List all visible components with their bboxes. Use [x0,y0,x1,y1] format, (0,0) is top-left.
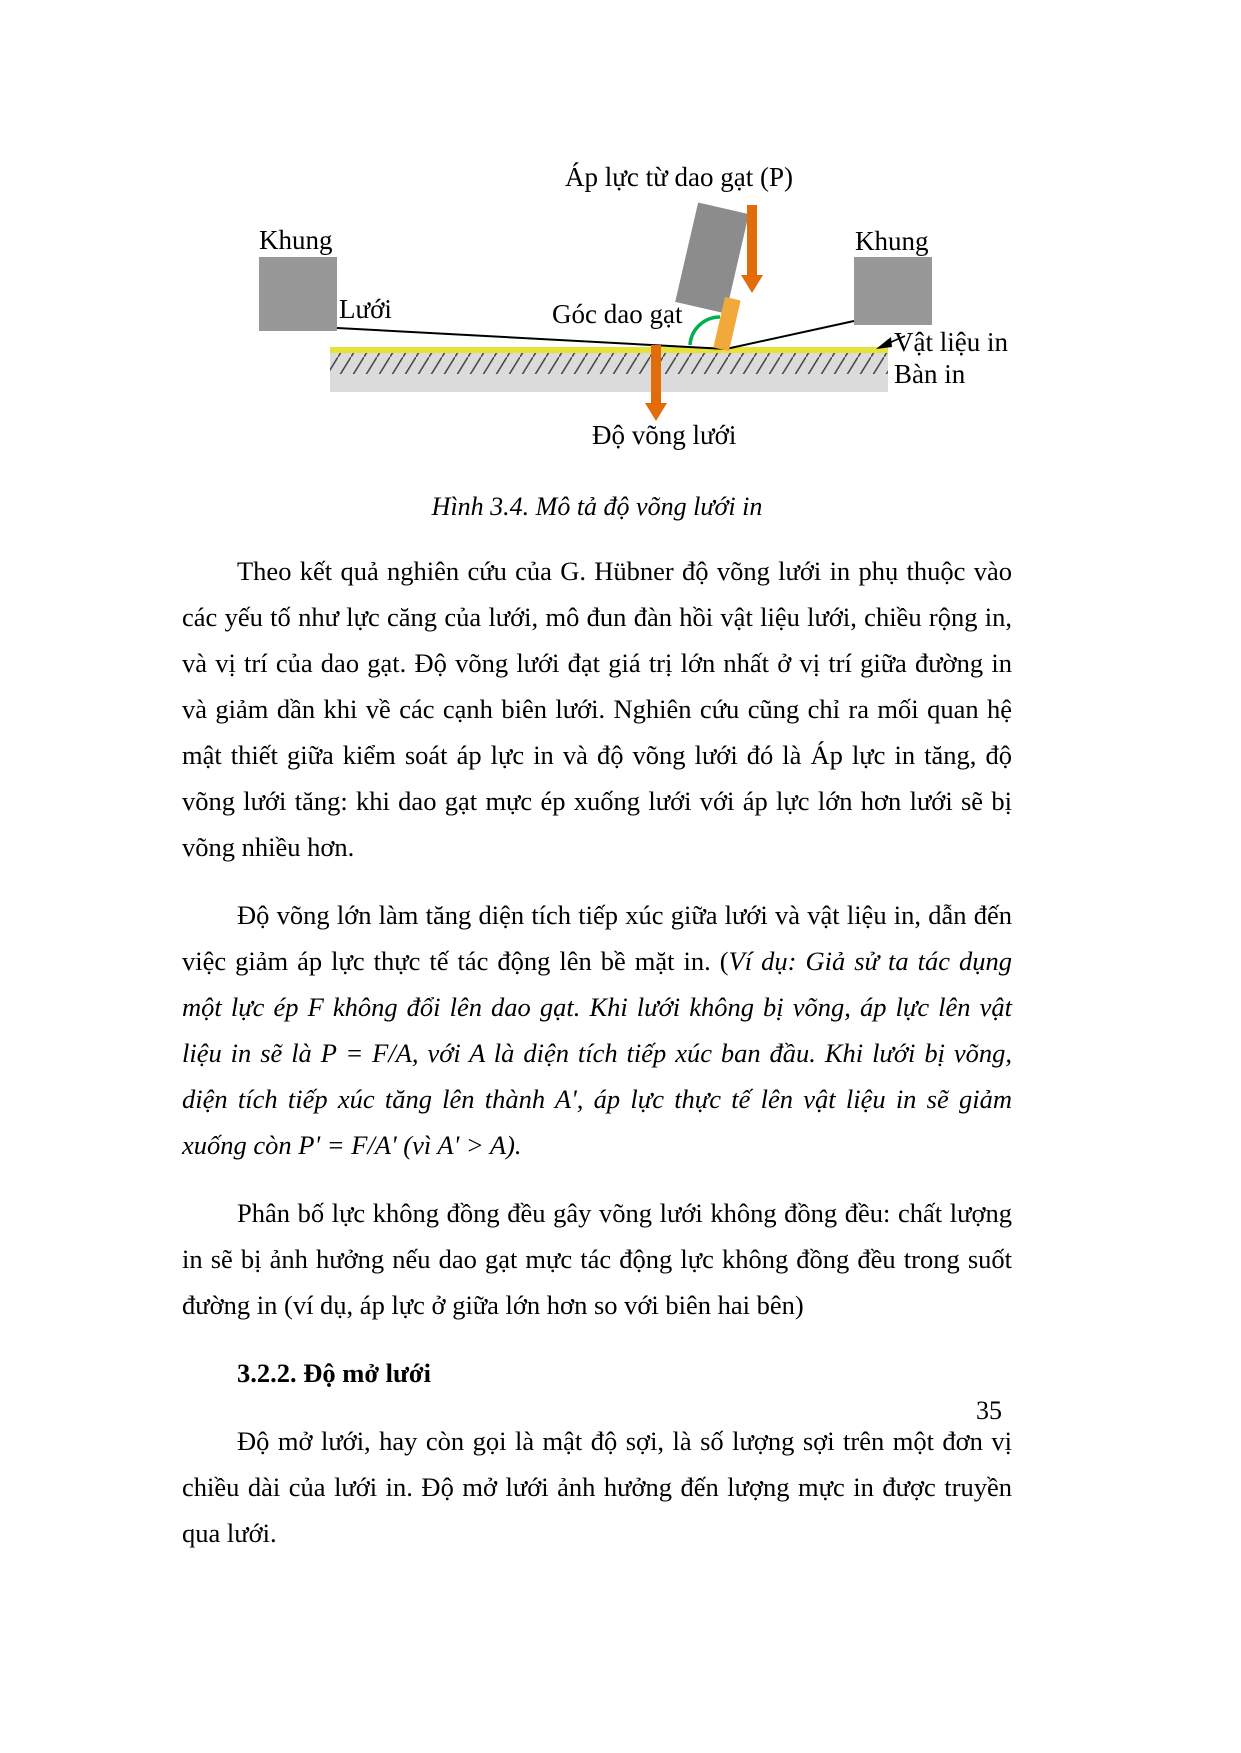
figure-diagram [0,0,1241,480]
paragraph-contact-area-example: Ví dụ: Giả sử ta tác dụng một lực ép F không đổi lên dao gạt. Khi lưới không bị võng, áp lực lên vật liệu in sẽ là P = F/A, với A là diện tích tiếp xúc ban đầu. Khi lưới bị võng, diện tích tiếp xúc tăng lên thành A', áp lực thực tế lên vật liệu in sẽ giảm xuống còn P' = F/A' (vì A' > A). [182,946,1012,1160]
squeegee-shape [675,202,749,313]
label-mesh: Lưới [339,294,392,324]
frame-block-left [259,257,337,331]
label-sag: Độ võng lưới [592,420,737,450]
label-frame-left: Khung [259,225,333,255]
section-heading-3-2-2: 3.2.2. Độ mở lưới [237,1358,431,1388]
paragraph-mesh-count: Độ mở lưới, hay còn gọi là mật độ sợi, là số lượng sợi trên một đơn vị chiều dài của lưới in. Độ mở lưới ảnh hưởng đến lượng mực in được truyền qua lưới. [182,1426,1012,1548]
paragraph-contact-area [182,892,1012,1168]
label-material: Vật liệu in [894,327,1008,357]
page-number: 35 [976,1396,1002,1425]
table-hatch [330,353,888,374]
paragraph-force-distribution: Phân bố lực không đồng đều gây võng lưới không đồng đều: chất lượng in sẽ bị ảnh hưởng nếu dao gạt mực tác động lực không đồng đều trong suốt đường in (ví dụ, áp lực ở giữa lớn hơn so với biên hai bên) [182,1198,1012,1320]
frame-block-right [854,257,932,325]
paragraph-contact-area-normal: Độ võng lớn làm tăng diện tích tiếp xúc giữa lưới và vật liệu in, dẫn đến việc giảm áp lực thực tế tác động lên bề mặt in. ( [182,900,1012,976]
label-squeegee-angle: Góc dao gạt [552,299,683,329]
label-frame-right: Khung [855,226,929,256]
paragraph-sag-factors: Theo kết quả nghiên cứu của G. Hübner độ võng lưới in phụ thuộc vào các yếu tố như lực căng của lưới, mô đun đàn hồi vật liệu lưới, chiều rộng in, và vị trí của dao gạt. Độ võng lưới đạt giá trị lớn nhất ở vị trí giữa đường in và giảm dần khi về các cạnh biên lưới. Nghiên cứu cũng chỉ ra mối quan hệ mật thiết giữa kiểm soát áp lực in và độ võng lưới đó là Áp lực in tăng, độ võng lưới tăng: khi dao gạt mực ép xuống lưới với áp lực lớn hơn lưới sẽ bị võng nhiều hơn. [182,556,1012,862]
material-strip-shape [330,347,888,353]
body-text [182,548,1012,1578]
label-table: Bàn in [894,359,966,389]
label-pressure: Áp lực từ dao gạt (P) [565,162,793,192]
figure-caption: Hình 3.4. Mô tả độ võng lưới in [431,492,763,521]
